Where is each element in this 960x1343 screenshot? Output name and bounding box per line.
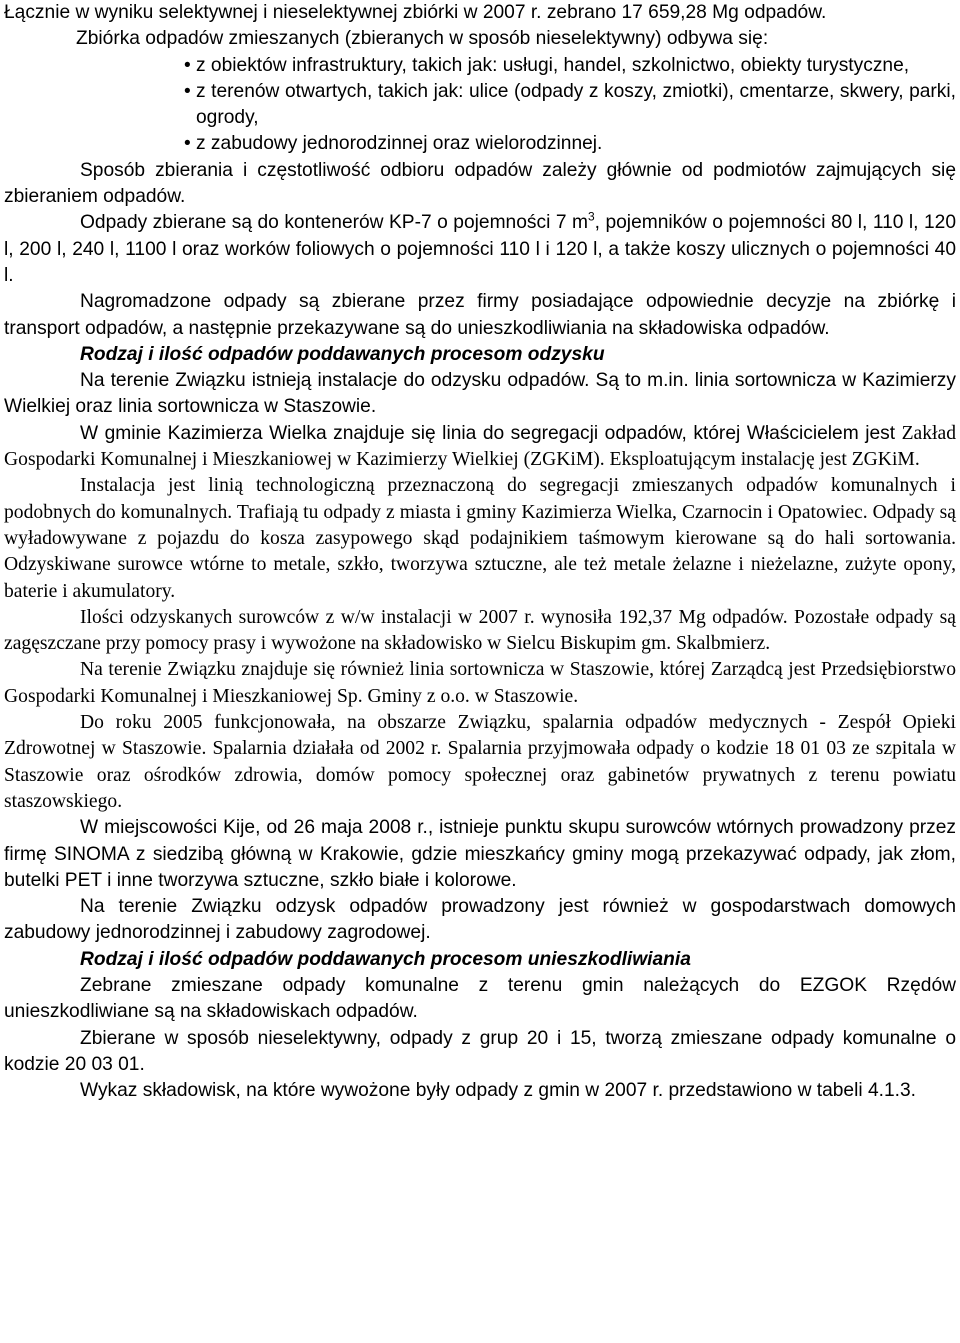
paragraph-text: Zakład Gospodarki Komunalnej i Mieszkaniowej w Kazimierzy Wielkiej (ZGKiM). Eksploatującym instalację jest ZGKiM.	[4, 422, 956, 471]
paragraph-text: Łącznie w wyniku selektywnej i nieselektywnej zbiórki w 2007 r. zebrano 17 659,28 Mg odpadów.	[4, 2, 827, 23]
bullet-icon	[80, 131, 196, 157]
paragraph-mixed-waste-code: Zbierane w sposób nieselektywny, odpady z grup 20 i 15, tworzą zmieszane odpady komunalne o kodzie 20 03 01.	[4, 1027, 956, 1075]
list-item	[42, 53, 956, 79]
paragraph-installation-description: Instalacja jest linią technologiczną przeznaczoną do segregacji zmieszanych odpadów komunalnych i podobnych do komunalnych. Trafiają tu odpady z miasta i gminy Kazimierza Wielka, Czarnocin i Opatowiec. Odpady są wyładowywane z pojazdu do kosza zasypowego skąd podajnikiem taśmowym kierowane są do hali sortowania. Odzyskiwane surowce wtórne to metale, szkło, tworzywa sztuczne, ale też metale żelazne i nieżelazne, zużyte opony, baterie i akumulatory.	[4, 475, 956, 602]
section-heading-recovery: Rodzaj i ilość odpadów poddawanych procesom odzysku	[80, 343, 605, 365]
paragraph-kazimierza-line	[4, 421, 956, 474]
superscript: 3	[587, 209, 595, 224]
paragraph-kije-collection-point: W miejscowości Kije, od 26 maja 2008 r., istnieje punktu skupu surowców wtórnych prowadzony przez firmę SINOMA z siedzibą główną w Krakowie, gdzie mieszkańcy gminy mogą przekazywać odpady, jak złom, butelki PET i inne tworzywa sztuczne, szkło białe i kolorowe.	[4, 817, 956, 891]
paragraph-landfill-disposal: Zebrane zmieszane odpady komunalne z terenu gmin należących do EZGOK Rzędów unieszkodliwiane są na składowiskach odpadów.	[4, 974, 956, 1023]
paragraph-household-recovery: Na terenie Związku odzysk odpadów prowadzony jest również w gospodarstwach domowych zabudowy jednorodzinnej i zabudowy zagrodowej.	[4, 896, 956, 944]
paragraph-waste-transport: Nagromadzone odpady są zbierane przez firmy posiadające odpowiednie decyzje na zbiórkę i transport odpadów, a następnie przekazywane są do unieszkodliwiania na składowiska odpadów.	[4, 291, 956, 339]
document-page	[4, 0, 956, 1104]
collection-sources-list	[4, 53, 956, 158]
paragraph-text: Odpady zbierane są do kontenerów KP-7 o pojemności 7 m	[80, 212, 588, 234]
paragraph-recovery-installations: Na terenie Związku istnieją instalacje do odzysku odpadów. Są to m.in. linia sortownicza w Kazimierzy Wielkiej oraz linia sortownicza w Staszowie.	[4, 370, 956, 418]
paragraph-recovered-amount: Ilości odzyskanych surowców z w/w instalacji w 2007 r. wynosiła 192,37 Mg odpadów. Pozostałe odpady są zagęszczane przy pomocy prasy i wywożone na składowisko w Sielcu Biskupim gm. Skalbmierz.	[4, 606, 956, 655]
list-item-text: z terenów otwartych, takich jak: ulice (odpady z koszy, zmiotki), cmentarze, skwery, parki, ogrody,	[196, 80, 956, 129]
paragraph-landfill-table-reference: Wykaz składowisk, na które wywożone były odpady z gmin w 2007 r. przedstawiono w tabeli 4.1.3.	[80, 1080, 916, 1102]
bullet-icon	[80, 53, 196, 79]
paragraph-medical-incinerator: Do roku 2005 funkcjonowała, na obszarze Związku, spalarnia odpadów medycznych - Zespół Opieki Zdrowotnej w Staszowie. Spalarnia działała od 2002 r. Spalarnia przyjmowała odpady o kodzie 18 01 03 ze szpitala w Staszowie oraz ośrodków zdrowia, domów pomocy społecznej oraz gabinetów prywatnych z terenu powiatu staszowskiego.	[4, 712, 956, 812]
paragraph-text: W gminie Kazimierza Wielka znajduje się linia do segregacji odpadów, której Właścicielem jest	[80, 422, 902, 444]
list-item-text: z zabudowy jednorodzinnej oraz wielorodzinnej.	[196, 133, 603, 155]
list-item	[42, 131, 956, 157]
paragraph-text: , pojemników o pojemności 80 l, 110 l, 120 l, 200 l, 240 l, 1100 l oraz worków foliowych o pojemności 110 l i 120 l, a także koszy ulicznych o pojemności 40 l.	[4, 212, 956, 286]
section-heading-disposal: Rodzaj i ilość odpadów poddawanych procesom unieszkodliwiania	[80, 948, 691, 970]
list-item-text: z obiektów infrastruktury, takich jak: usługi, handel, szkolnictwo, obiekty turystyczne,	[196, 54, 910, 76]
paragraph-containers	[4, 210, 956, 289]
paragraph-total-collection	[0, 0, 956, 26]
list-item	[42, 79, 956, 132]
bullet-icon	[80, 79, 196, 105]
paragraph-mixed-collection-intro: Zbiórka odpadów zmieszanych (zbieranych w sposób nieselektywny) odbywa się:	[76, 28, 769, 50]
paragraph-collection-method: Sposób zbierania i częstotliwość odbioru odpadów zależy głównie od podmiotów zajmujących się zbieraniem odpadów.	[4, 159, 956, 208]
paragraph-staszow-line: Na terenie Związku znajduje się również linia sortownicza w Staszowie, której Zarządcą jest Przedsiębiorstwo Gospodarki Komunalnej i Mieszkaniowej Sp. Gminy z o.o. w Staszowie.	[4, 659, 956, 707]
